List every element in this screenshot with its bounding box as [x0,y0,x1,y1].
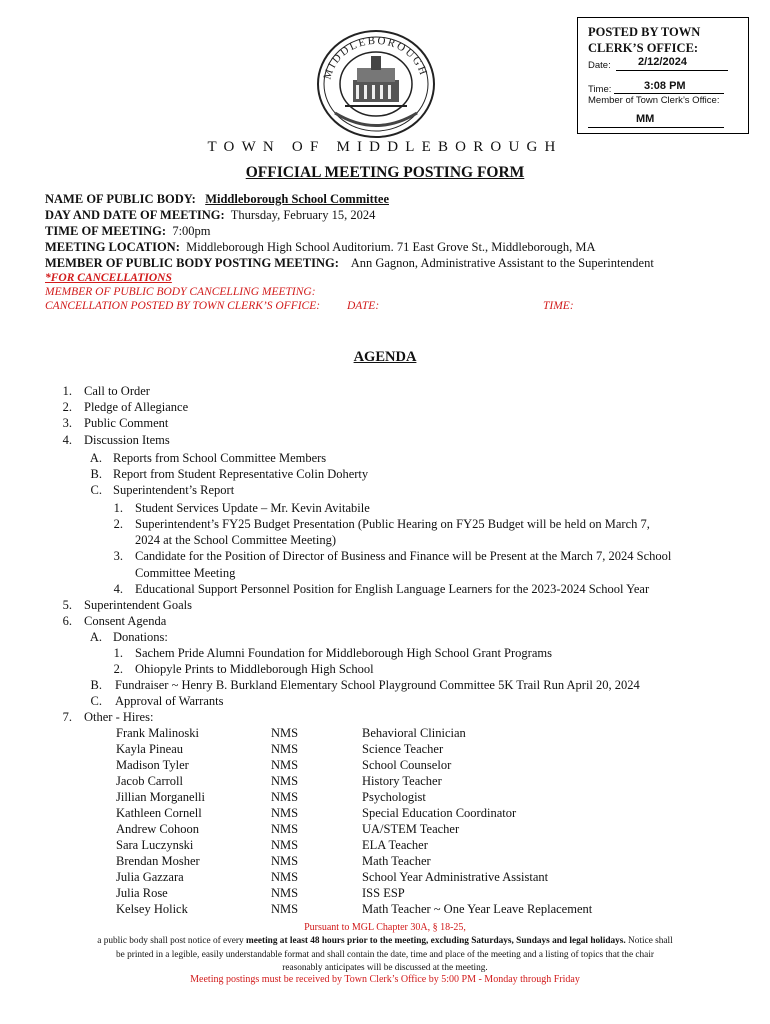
hire-role: Science Teacher [362,742,444,756]
agenda-item: Student Services Update – Mr. Kevin Avitabile [135,501,370,515]
posted-title-1: POSTED BY TOWN [588,25,701,39]
cancel-date-label: DATE: [347,300,380,312]
footer-law: Pursuant to MGL Chapter 30A, § 18-25, [304,922,466,933]
agenda-item: Call to Order [84,384,150,398]
posted-member-line [588,127,724,128]
hire-role: History Teacher [362,774,442,788]
hire-name: Kayla Pineau [116,742,183,756]
agenda-item: Superintendent’s FY25 Budget Presentation (Public Hearing on FY25 Budget will be held on March 7, [135,517,650,531]
hire-name: Julia Rose [116,886,168,900]
meeting-time-value: 7:00pm [172,224,211,238]
form-title: OFFICIAL MEETING POSTING FORM [245,164,525,181]
agenda-num: 2. [113,662,123,676]
posted-time-label: Time: [588,84,612,95]
meeting-time-label: TIME OF MEETING: [45,224,167,238]
agenda-item: Fundraiser ~ Henry B. Burkland Elementary School Playground Committee 5K Trail Run April 20, 2024 [115,678,640,692]
cancellation-heading: *FOR CANCELLATIONS [45,272,172,284]
hire-role: Special Education Coordinator [362,806,517,820]
hire-role: ELA Teacher [362,838,428,852]
hire-school: NMS [271,774,299,788]
hire-name: Madison Tyler [116,758,189,772]
hire-role: Math Teacher ~ One Year Leave Replacement [362,902,593,916]
hire-name: Julia Gazzara [116,870,184,884]
hire-school: NMS [271,886,299,900]
posted-member-label: Member of Town Clerk’s Office: [588,95,720,106]
meeting-time-line [45,224,211,239]
hire-role: School Year Administrative Assistant [362,870,549,884]
hire-role: ISS ESP [362,886,405,900]
hire-school: NMS [271,790,299,804]
hire-role: Psychologist [362,790,426,804]
agenda-num: 2. [62,400,72,414]
agenda-item: Pledge of Allegiance [84,400,189,414]
footer-line-2: be printed in a legible, easily understandable format and shall contain the date, time and place of the meeting and a listing of topics that the chair [115,950,654,960]
agenda-item: Approval of Warrants [115,694,224,708]
town-name: TOWN OF MIDDLEBOROUGH [207,139,563,155]
footer-line-1 [0,936,770,946]
agenda-num: A. [89,630,102,644]
hire-school: NMS [271,870,299,884]
posted-title-2: CLERK’S OFFICE: [588,41,699,55]
hire-name: Kelsey Holick [116,902,188,916]
cancel-posted-label: CANCELLATION POSTED BY TOWN CLERK’S OFFICE: [45,300,321,312]
meeting-location-line [45,240,595,255]
posting-member-line [45,256,654,271]
cancel-member-label: MEMBER OF PUBLIC BODY CANCELLING MEETING: [45,286,316,298]
hire-role: School Counselor [362,758,452,772]
hire-school: NMS [271,854,299,868]
meeting-day-label: DAY AND DATE OF MEETING: [45,208,225,222]
hire-name: Jacob Carroll [116,774,183,788]
footer-deadline: Meeting postings must be received by Town Clerk’s Office by 5:00 PM - Monday through Friday [190,974,580,985]
agenda-num: 4. [62,433,72,447]
hire-school: NMS [271,902,299,916]
agenda-num: B. [90,678,102,692]
hire-name: Brendan Mosher [116,854,200,868]
agenda-num: 1. [113,501,123,515]
hire-name: Andrew Cohoon [116,822,199,836]
hire-role: Behavioral Clinician [362,726,466,740]
posted-date-label: Date: [588,60,611,71]
agenda-title: AGENDA [353,349,417,365]
hire-school: NMS [271,838,299,852]
agenda-item-cont: Committee Meeting [135,566,236,580]
agenda-num: 4. [113,582,123,596]
footer-line-1a: a public body shall post notice of every [97,936,246,946]
agenda-num: 2. [113,517,123,531]
agenda-item: Public Comment [84,416,169,430]
footer-line-3: reasonably anticipates will be discussed at the meeting. [282,963,488,973]
agenda-item: Candidate for the Position of Director of Business and Finance will be Present at the March 7, 2024 School [135,549,672,563]
hire-school: NMS [271,806,299,820]
posted-date-line [616,70,728,71]
hire-school: NMS [271,758,299,772]
agenda-num: 5. [62,598,72,612]
hire-role: UA/STEM Teacher [362,822,460,836]
public-body-line [45,192,389,207]
agenda-item: Other - Hires: [84,710,154,724]
hire-name: Sara Luczynski [116,838,194,852]
meeting-location-label: MEETING LOCATION: [45,240,180,254]
town-seal [315,28,437,140]
agenda-item: Reports from School Committee Members [113,451,327,465]
agenda-num: A. [89,451,102,465]
public-body-value: Middleborough School Committee [205,192,389,206]
footer-line-1b: meeting at least 48 hours prior to the meeting, excluding Saturdays, Sundays and legal holidays. [245,936,626,946]
agenda-item: Discussion Items [84,433,170,447]
agenda-num: 7. [62,710,72,724]
agenda-num: 3. [62,416,72,430]
meeting-location-value: Middleborough High School Auditorium. 71 East Grove St., Middleborough, MA [186,240,596,254]
posted-member-value: MM [636,113,655,125]
agenda-num: 6. [62,614,72,628]
posted-by-clerk-box [577,17,749,134]
agenda-item: Educational Support Personnel Position for English Language Learners for the 2023-2024 School Year [135,582,650,596]
agenda-item: Sachem Pride Alumni Foundation for Middleborough High School Grant Programs [135,646,552,660]
agenda-item: Ohiopyle Prints to Middleborough High School [135,662,374,676]
meeting-day-line [45,208,375,223]
hire-role: Math Teacher [362,854,431,868]
agenda-item: Donations: [113,630,168,644]
hire-name: Jillian Morganelli [116,790,205,804]
agenda-num: C. [90,694,102,708]
agenda-num: C. [90,483,102,497]
hire-name: Kathleen Cornell [116,806,202,820]
agenda-item: Superintendent Goals [84,598,192,612]
hire-school: NMS [271,726,299,740]
posted-time-line [614,93,724,94]
agenda-num: B. [90,467,102,481]
agenda-num: 1. [113,646,123,660]
public-body-label: NAME OF PUBLIC BODY: [45,192,196,206]
posted-time-value: 3:08 PM [644,80,686,92]
hire-school: NMS [271,742,299,756]
cancel-time-label: TIME: [543,300,574,312]
meeting-day-value: Thursday, February 15, 2024 [230,208,376,222]
posting-member-value: Ann Gagnon, Administrative Assistant to the Superintendent [350,256,654,270]
agenda-item: Consent Agenda [84,614,167,628]
hire-name: Frank Malinoski [116,726,199,740]
agenda-item: Superintendent’s Report [113,483,235,497]
footer-line-1c: Notice shall [625,936,673,946]
posted-date-value: 2/12/2024 [638,56,687,68]
agenda-item-cont: 2024 at the School Committee Meeting) [135,533,337,547]
agenda-num: 3. [113,549,123,563]
svg-text:MIDDLEBOROUGH: MIDDLEBOROUGH [321,34,430,81]
agenda-item: Report from Student Representative Colin Doherty [113,467,369,481]
posting-member-label: MEMBER OF PUBLIC BODY POSTING MEETING: [45,256,339,270]
hire-school: NMS [271,822,299,836]
agenda-num: 1. [62,384,72,398]
